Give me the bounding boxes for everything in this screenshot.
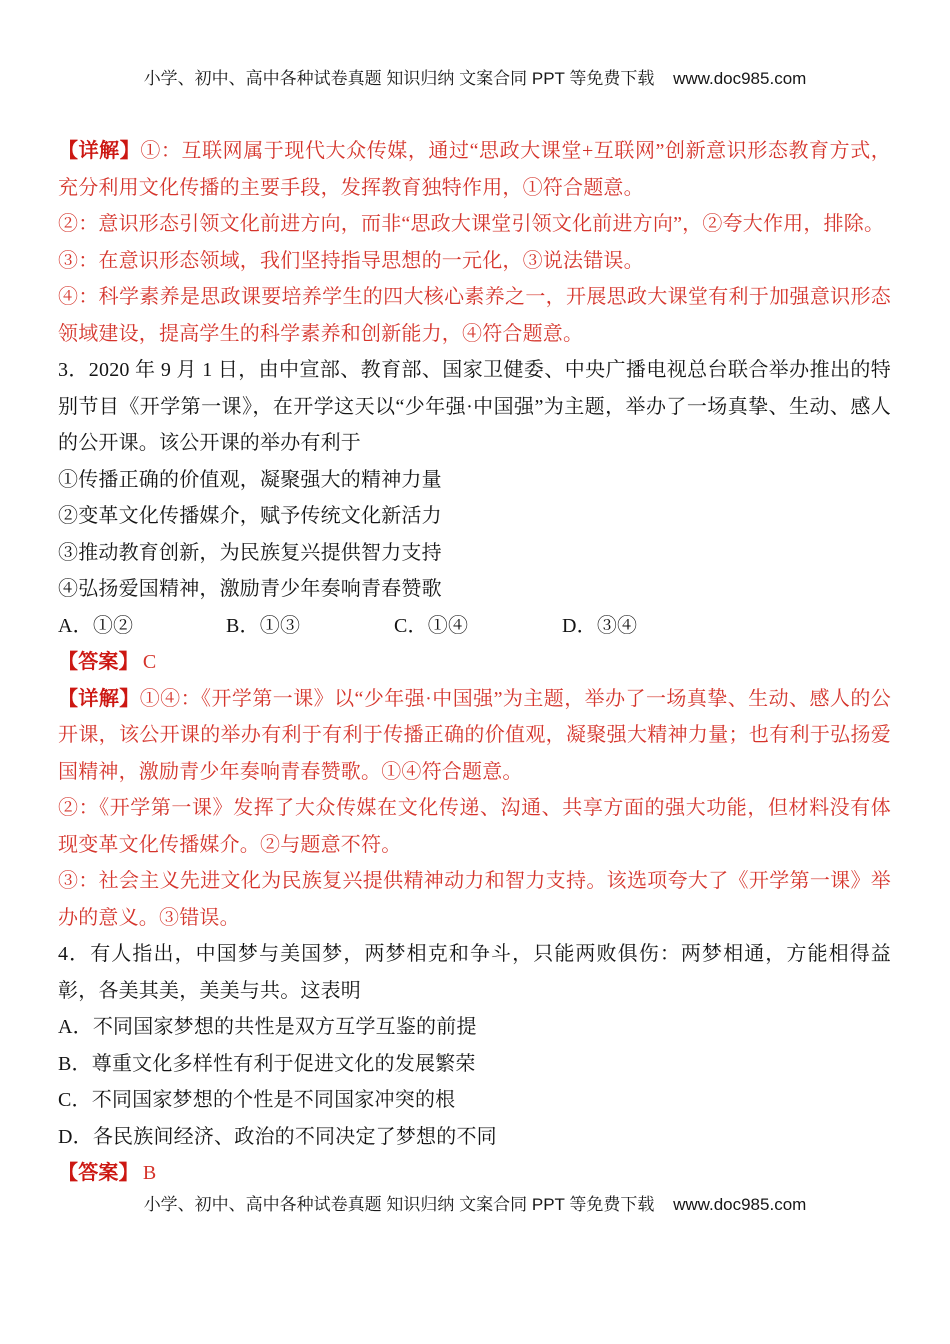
q3-stem: 3．2020 年 9 月 1 日，由中宣部、教育部、国家卫健委、中央广播电视总台联合举办推出的特别节目《开学第一课》，在开学这天以“少年强·中国强”为主题，举办了一场真挚、生动、感人的公开课。该公开课的举办有利于 bbox=[58, 359, 891, 454]
q3-detail-paragraph-3: ③：社会主义先进文化为民族复兴提供精神动力和智力支持。该选项夸大了《开学第一课》举办的意义。③错误。 bbox=[58, 870, 891, 929]
q2-detail-paragraph-4: ④：科学素养是思政课要培养学生的四大核心素养之一，开展思政大课堂有利于加强意识形态领域建设，提高学生的科学素养和创新能力，④符合题意。 bbox=[58, 286, 891, 345]
document-content bbox=[58, 133, 891, 1192]
q4-option-c: C．不同国家梦想的个性是不同国家冲突的根 bbox=[58, 1089, 456, 1111]
answer-label: 【答案】 bbox=[58, 651, 139, 673]
q3-item-1: ①传播正确的价值观，凝聚强大的精神力量 bbox=[58, 468, 442, 491]
footer-text: 小学、初中、高中各种试卷真题 知识归纳 文案合同 PPT 等免费下载 bbox=[143, 1195, 655, 1214]
detail-label: 【详解】 bbox=[58, 687, 140, 710]
q3-answer-line bbox=[58, 644, 891, 681]
header-text: 小学、初中、高中各种试卷真题 知识归纳 文案合同 PPT 等免费下载 bbox=[143, 69, 655, 88]
q2-detail-paragraph-2: ②：意识形态引领文化前进方向，而非“思政大课堂引领文化前进方向”，②夸大作用，排除。 bbox=[58, 213, 885, 235]
q3-item-4: ④弘扬爱国精神，激励青少年奏响青春赞歌 bbox=[58, 578, 442, 600]
q2-explanation-block bbox=[58, 133, 891, 352]
q3-option-c: C．①④ bbox=[394, 614, 469, 637]
q3-detail-paragraph-1 bbox=[58, 681, 891, 791]
q3-options-row bbox=[58, 608, 891, 645]
q3-item-3: ③推动教育创新，为民族复兴提供智力支持 bbox=[58, 541, 442, 564]
answer-label: 【答案】 bbox=[58, 1162, 139, 1184]
q4-stem: 4．有人指出，中国梦与美国梦，两梦相克和争斗，只能两败俱伤：两梦相通，方能相得益彰，各美其美，美美与共。这表明 bbox=[58, 943, 891, 1002]
page-footer bbox=[0, 1190, 950, 1215]
q4-option-d: D．各民族间经济、政治的不同决定了梦想的不同 bbox=[58, 1125, 497, 1148]
q3-option-b: B．①③ bbox=[226, 614, 301, 637]
page-header bbox=[0, 64, 950, 89]
detail-label: 【详解】 bbox=[58, 140, 141, 162]
question-3-block bbox=[58, 352, 891, 936]
q4-option-a: A．不同国家梦想的共性是双方互学互鉴的前提 bbox=[58, 1016, 477, 1038]
question-4-block bbox=[58, 936, 891, 1192]
q4-answer-line bbox=[58, 1155, 891, 1192]
q2-detail-paragraph-3: ③：在意识形态领域，我们坚持指导思想的一元化，③说法错误。 bbox=[58, 249, 644, 272]
header-site-url: www.doc985.com bbox=[673, 69, 807, 88]
q3-detail-paragraph-2: ②：《开学第一课》发挥了大众传媒在文化传递、沟通、共享方面的强大功能，但材料没有体现变革文化传播媒介。②与题意不符。 bbox=[58, 797, 891, 856]
q4-option-b: B．尊重文化多样性有利于促进文化的发展繁荣 bbox=[58, 1052, 476, 1075]
q3-detail-line-1: ①④：《开学第一课》以“少年强·中国强”为主题，举办了一场真挚、生动、感人的公开课，该公开课的举办有利于有利于传播正确的价值观，凝聚强大精神力量；也有利于弘扬爱国精神，激励青少年奏响青春赞歌。①④符合题意。 bbox=[58, 687, 891, 783]
q4-answer-value: B bbox=[142, 1162, 157, 1184]
q3-option-d: D．③④ bbox=[562, 614, 638, 637]
q3-option-a: A．①② bbox=[58, 614, 134, 637]
q3-answer-value: C bbox=[142, 651, 157, 673]
q2-detail-paragraph-1 bbox=[58, 133, 891, 206]
q3-item-2: ②变革文化传播媒介，赋予传统文化新活力 bbox=[58, 505, 442, 527]
footer-site-url: www.doc985.com bbox=[673, 1195, 807, 1214]
q2-detail-line-1: ①：互联网属于现代大众传媒，通过“思政大课堂+互联网”创新意识形态教育方式，充分利用文化传播的主要手段，发挥教育独特作用，①符合题意。 bbox=[58, 140, 891, 199]
